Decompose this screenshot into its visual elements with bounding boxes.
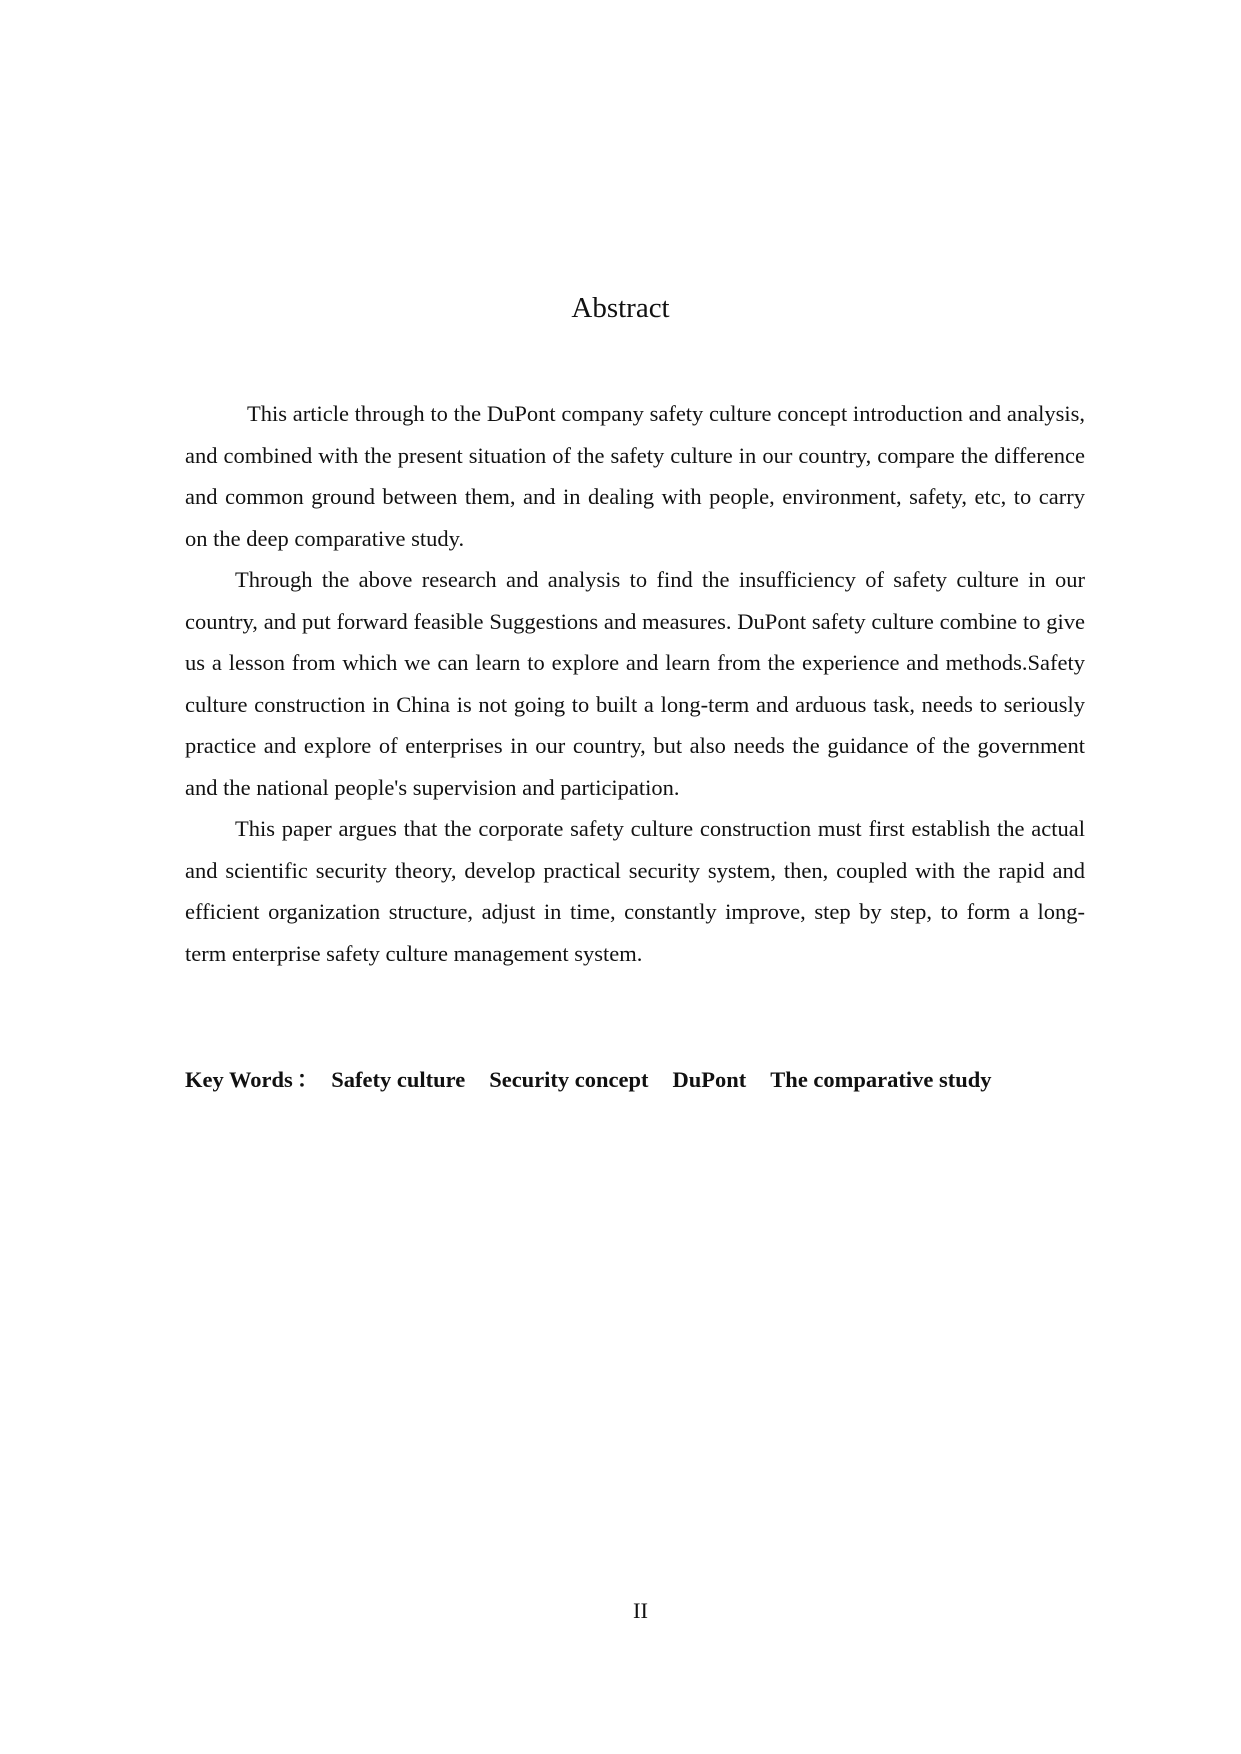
abstract-paragraph-3: This paper argues that the corporate safety culture construction must first establish the actual and scientific security theory, develop practical security system, then, coupled with the rapid and efficient organization structure, adjust in time, constantly improve, step by step, to form a long-term enterprise safety culture management system. xyxy=(185,816,1085,966)
keywords-separator: ： xyxy=(296,1067,320,1092)
abstract-body xyxy=(185,393,1085,974)
keywords-label: Key Words xyxy=(185,1067,293,1092)
abstract-paragraph-1: This article through to the DuPont company safety culture concept introduction and analysis, and combined with the present situation of the safety culture in our country, compare the difference and common ground between them, and in dealing with people, environment, safety, etc, to carry on the deep comparative study. xyxy=(185,401,1085,551)
keyword-item: Security concept xyxy=(489,1067,649,1092)
keywords-line xyxy=(185,1063,1085,1097)
keyword-item: DuPont xyxy=(672,1067,747,1092)
page-number: II xyxy=(633,1598,648,1623)
keyword-item: The comparative study xyxy=(770,1067,992,1092)
keyword-item: Safety culture xyxy=(331,1067,466,1092)
abstract-paragraph-2: Through the above research and analysis to find the insufficiency of safety culture in our country, and put forward feasible Suggestions and measures. DuPont safety culture combine to give us a lesson from which we can learn to explore and learn from the experience and methods.Safety culture construction in China is not going to built a long-term and arduous task, needs to seriously practice and explore of enterprises in our country, but also needs the guidance of the government and the national people's supervision and participation. xyxy=(185,567,1085,800)
page-title: Abstract xyxy=(571,292,670,324)
